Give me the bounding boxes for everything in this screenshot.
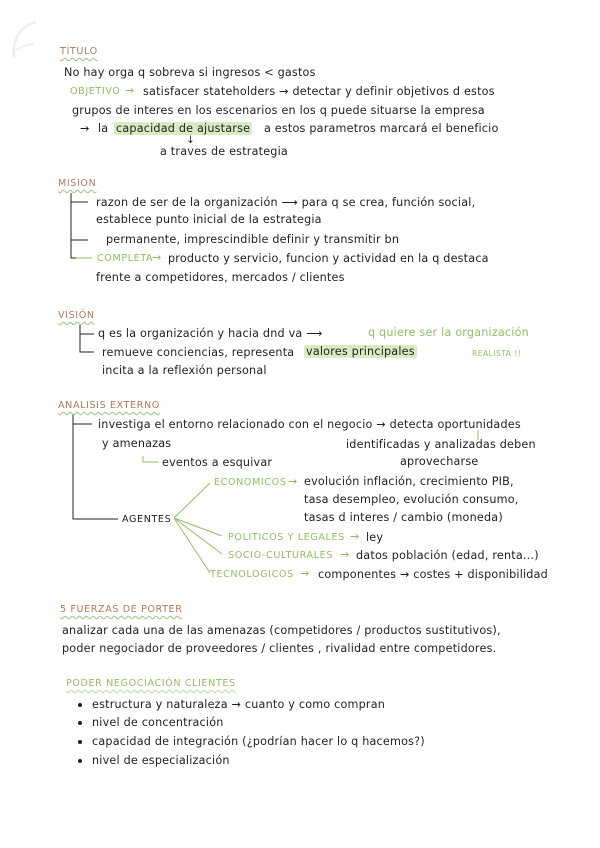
poder-heading: PODER NEGOCIACIÓN CLIENTES: [66, 678, 236, 689]
bullet-icon: [78, 721, 82, 725]
poder-item-text: estructura y naturaleza → cuanto y como compran: [92, 698, 386, 711]
socio-label: SOCIO-CULTURALES: [228, 550, 334, 561]
mision-line3: permanente, imprescindible definir y transmitir bn: [106, 233, 400, 246]
porter-line1: analizar cada una de las amenazas (competidores / productos sustitutivos),: [62, 624, 501, 637]
objetivo-text: satisfacer stateholders → detectar y definir objetivos d estos: [143, 85, 495, 98]
titulo-line5: a traves de estrategia: [160, 145, 288, 158]
tecno-arrow: →: [300, 567, 310, 580]
vision-line1-pre: q es la organización y hacia dnd va ⟶: [98, 327, 323, 340]
porter-heading: 5 FUERZAS DE PORTER: [60, 604, 183, 615]
titulo-heading: TITULO: [60, 46, 98, 57]
down-arrow-icon: ↓: [186, 134, 195, 146]
socio-text: datos población (edad, renta...): [356, 549, 539, 562]
economicos-arrow: →: [288, 475, 298, 488]
mision-heading: MISION: [58, 178, 97, 189]
bullet-icon: [78, 740, 82, 744]
completa-text: producto y servicio, funcion y actividad en la q destaca: [168, 252, 489, 265]
capacidad-highlight: capacidad de ajustarse: [116, 122, 251, 135]
agentes-label: AGENTES: [122, 514, 172, 525]
analisis-line1: investiga el entorno relacionado con el negocio → detecta oportunidades: [98, 418, 521, 431]
aprovecharse-text: aprovecharse: [400, 455, 479, 468]
objetivo-label: OBJETIVO: [70, 86, 121, 97]
poder-item-text: nivel de especialización: [92, 754, 230, 767]
valores-highlight: valores principales: [306, 345, 415, 358]
mision-line2: establece punto inicial de la estrategia: [96, 213, 322, 226]
vision-line3: incita a la reflexión personal: [102, 364, 267, 377]
analisis-line2: y amenazas: [102, 437, 172, 450]
poder-item-2: [78, 716, 224, 729]
poder-item-1: [78, 698, 385, 711]
economicos-line2: tasa desempleo, evolución consumo,: [304, 493, 519, 506]
titulo-line4-post: a estos parametros marcará el beneficio: [264, 122, 499, 135]
tecno-label: TECNOLOGICOS: [210, 569, 294, 580]
vision-heading: VISIÓN: [58, 310, 95, 321]
poder-item-text: capacidad de integración (¿podrían hacer lo q hacemos?): [92, 735, 425, 748]
analisis-heading: ANALISIS EXTERNO: [58, 400, 160, 411]
poder-item-text: nivel de concentración: [92, 716, 224, 729]
politicos-label: POLITICOS Y LEGALES: [228, 532, 345, 543]
bullet-icon: [78, 703, 82, 707]
poder-item-3: [78, 735, 425, 748]
mision-line5: frente a competidores, mercados / clientes: [96, 271, 345, 284]
titulo-line3: grupos de interes en los escenarios en los q puede situarse la empresa: [72, 104, 485, 117]
vision-line2-pre: remueve conciencias, representa: [102, 346, 295, 359]
identificadas-text: identificadas y analizadas deben: [346, 438, 536, 451]
titulo-line1: No hay orga q sobreva si ingresos < gastos: [64, 66, 316, 79]
porter-line2: poder negociador de proveedores / clientes , rivalidad entre competidores.: [62, 642, 497, 655]
economicos-line3: tasas d interes / cambio (moneda): [304, 511, 503, 524]
objetivo-arrow: →: [125, 84, 135, 97]
poder-item-4: [78, 754, 230, 767]
tecno-text: componentes → costes + disponibilidad: [318, 568, 548, 581]
bullet-icon: [78, 759, 82, 763]
vision-line1-green: q quiere ser la organización: [368, 326, 529, 339]
eventos-text: eventos a esquivar: [162, 456, 273, 469]
titulo-arrow2: →: [80, 122, 90, 135]
economicos-line1: evolución inflación, crecimiento PIB,: [304, 475, 514, 488]
socio-arrow: →: [340, 548, 350, 561]
economicos-label: ECONOMICOS: [214, 477, 287, 488]
completa-label: COMPLETA: [97, 253, 154, 264]
mision-line1: razon de ser de la organización ⟶ para q se crea, función social,: [96, 196, 476, 209]
titulo-line4-pre: la: [98, 122, 109, 135]
politicos-arrow: →: [350, 530, 360, 543]
completa-arrow: →: [152, 251, 162, 264]
politicos-text: ley: [366, 531, 384, 544]
realista-note: REALISTA !!: [472, 349, 522, 358]
